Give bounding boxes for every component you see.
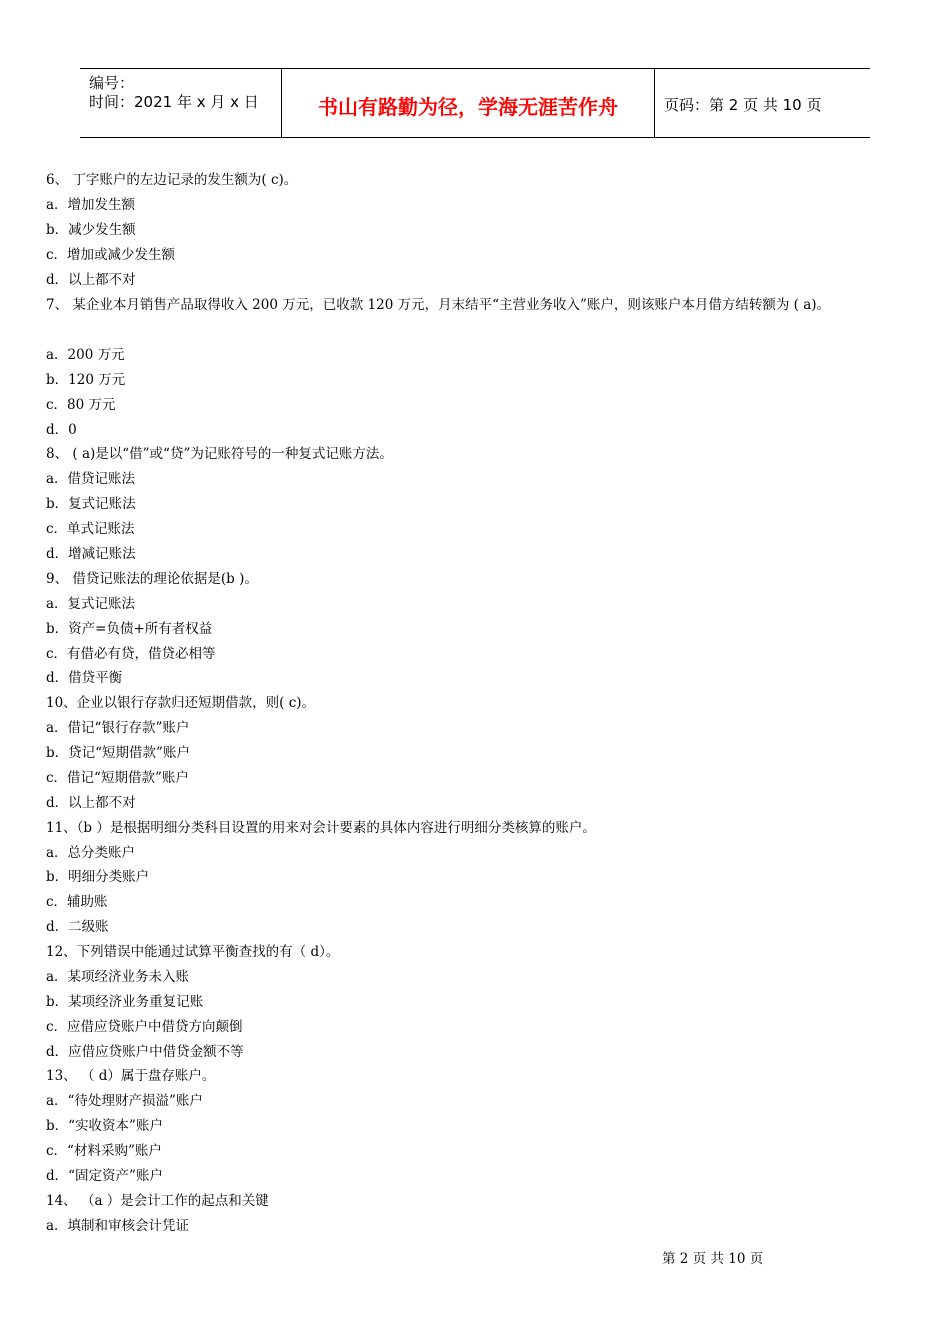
- answer-option: b．资产=负债+所有者权益: [46, 621, 213, 637]
- page-footer: 第 2 页 共 10 页: [662, 1251, 764, 1267]
- answer-option: b．120 万元: [46, 372, 126, 388]
- question-line: 13、 （ d）属于盘存账户。: [46, 1068, 216, 1084]
- answer-option: c．单式记账法: [46, 521, 135, 537]
- answer-option: d．以上都不对: [46, 272, 136, 288]
- question-line: 7、 某企业本月销售产品取得收入 200 万元，已收款 120 万元，月末结平“主营业务收入”账户，则该账户本月借方结转额为 ( a)。: [46, 297, 831, 313]
- answer-option: c．借记“短期借款”账户: [46, 770, 189, 786]
- answer-option: b．复式记账法: [46, 496, 136, 512]
- header-left-cell: [80, 69, 280, 137]
- answer-option: d．二级账: [46, 919, 109, 935]
- document-header: [80, 68, 870, 138]
- question-line: 10、企业以银行存款归还短期借款，则( c)。: [46, 695, 316, 711]
- question-line: 14、 （a ）是会计工作的起点和关键: [46, 1193, 269, 1209]
- answer-option: b．贷记“短期借款”账户: [46, 745, 190, 761]
- answer-option: d．增减记账法: [46, 546, 136, 562]
- answer-option: a．200 万元: [46, 347, 125, 363]
- answer-option: a．填制和审核会计凭证: [46, 1218, 190, 1234]
- answer-option: a．增加发生额: [46, 197, 136, 213]
- answer-option: a．借贷记账法: [46, 471, 136, 487]
- document-number-label: 编号：: [89, 74, 135, 92]
- answer-option: c．辅助账: [46, 894, 108, 910]
- question-line: 12、下列错误中能通过试算平衡查找的有（ d）。: [46, 944, 340, 960]
- answer-option: b．减少发生额: [46, 222, 136, 238]
- answer-option: b．某项经济业务重复记账: [46, 994, 204, 1010]
- answer-option: d．借贷平衡: [46, 670, 123, 686]
- answer-option: a．复式记账法: [46, 596, 136, 612]
- answer-option: c．增加或减少发生额: [46, 247, 176, 263]
- answer-option: b．“实收资本”账户: [46, 1118, 163, 1134]
- answer-option: c．有借必有贷，借贷必相等: [46, 646, 216, 662]
- answer-option: a．“待处理财产损溢”账户: [46, 1093, 203, 1109]
- answer-option: a．借记“银行存款”账户: [46, 720, 190, 736]
- document-date: 时间：2021 年 x 月 x 日: [89, 93, 259, 111]
- answer-option: a．某项经济业务未入账: [46, 969, 190, 985]
- answer-option: d．以上都不对: [46, 795, 136, 811]
- motto-text: 书山有路勤为径，学海无涯苦作舟: [318, 95, 618, 119]
- answer-option: c．应借应贷账户中借贷方向颠倒: [46, 1019, 243, 1035]
- answer-option: c．“材料采购”账户: [46, 1143, 162, 1159]
- answer-option: d．应借应贷账户中借贷金额不等: [46, 1044, 244, 1060]
- question-line: 8、 ( a)是以“借”或“贷”为记账符号的一种复式记账方法。: [46, 446, 393, 462]
- header-page-cell: [654, 69, 870, 137]
- question-line: 6、 丁字账户的左边记录的发生额为( c)。: [46, 172, 298, 188]
- answer-option: d．0: [46, 422, 77, 438]
- answer-option: d．“固定资产”账户: [46, 1168, 163, 1184]
- question-line: 9、 借贷记账法的理论依据是(b )。: [46, 571, 258, 587]
- header-motto-cell: [281, 69, 655, 137]
- answer-option: a．总分类账户: [46, 845, 136, 861]
- header-page-info: 页码：第 2 页 共 10 页: [664, 96, 822, 114]
- answer-option: b．明细分类账户: [46, 869, 150, 885]
- answer-option: c．80 万元: [46, 397, 116, 413]
- question-line: 11、（b ）是根据明细分类科目设置的用来对会计要素的具体内容进行明细分类核算的账户。: [46, 820, 596, 836]
